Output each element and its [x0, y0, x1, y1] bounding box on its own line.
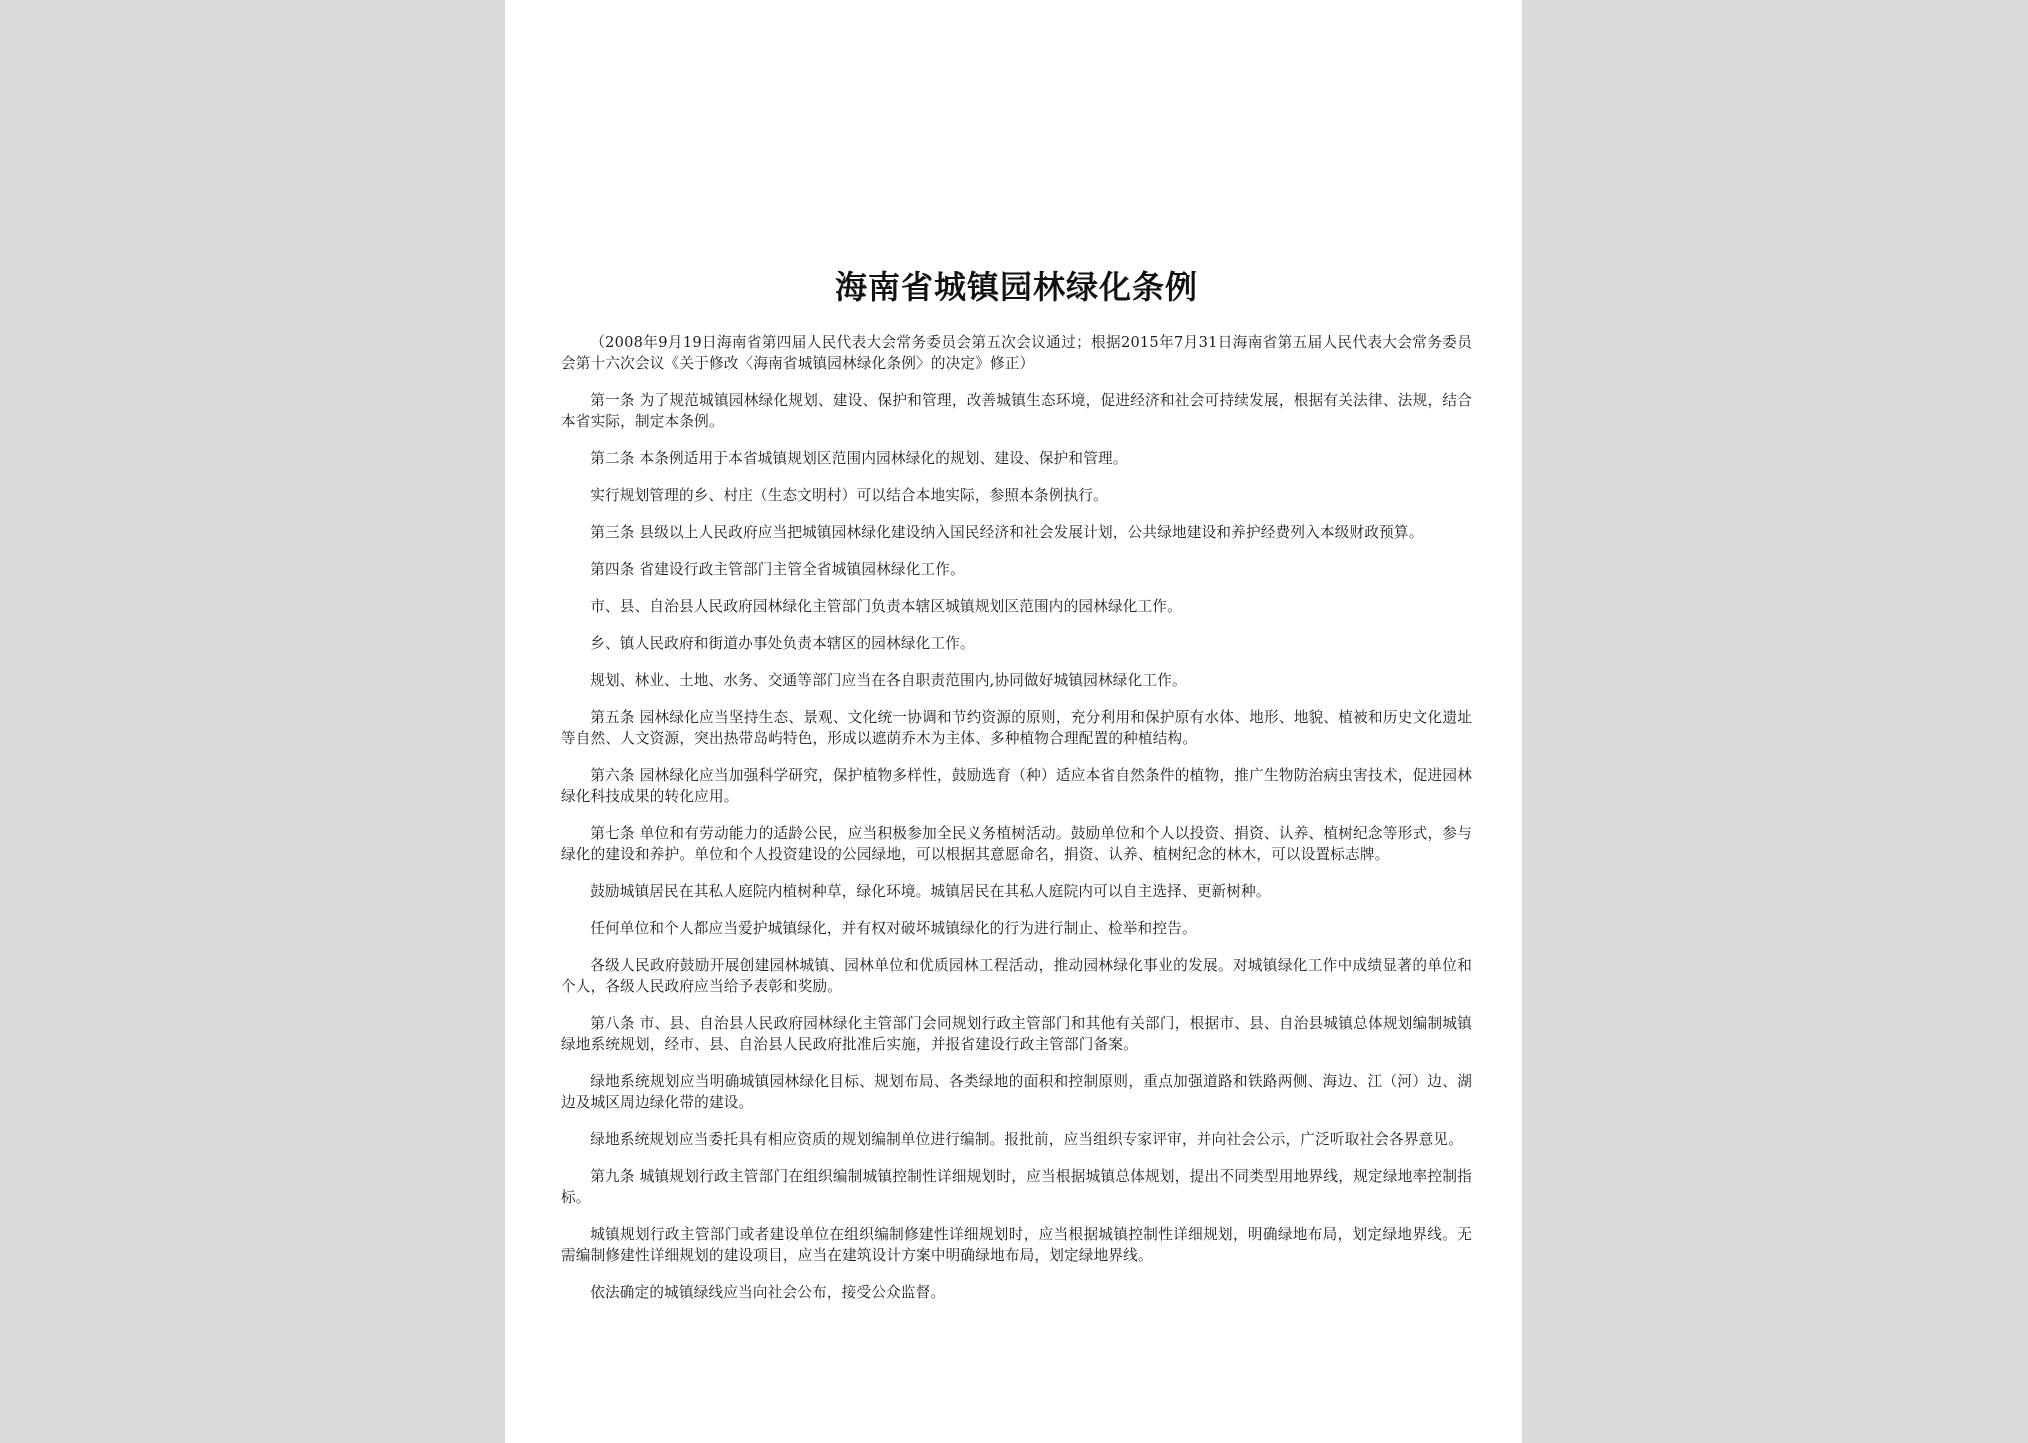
article-4-clause-2-paragraph: 市、县、自治县人民政府园林绿化主管部门负责本辖区城镇规划区范围内的园林绿化工作。 [590, 598, 1182, 615]
article-1-paragraph: 第一条 为了规范城镇园林绿化规划、建设、保护和管理，改善城镇生态环境，促进经济和社会可持续发展，根据有关法律、法规，结合本省实际，制定本条例。 [561, 392, 1472, 430]
article-6-paragraph: 第六条 园林绿化应当加强科学研究，保护植物多样性，鼓励选育（种）适应本省自然条件的植物，推广生物防治病虫害技术，促进园林绿化科技成果的转化应用。 [561, 767, 1472, 805]
article-4-clause-4-paragraph: 规划、林业、土地、水务、交通等部门应当在各自职责范围内,协同做好城镇园林绿化工作。 [590, 672, 1187, 689]
article-4-clause-3-paragraph: 乡、镇人民政府和街道办事处负责本辖区的园林绿化工作。 [590, 635, 975, 652]
article-2-paragraph: 第二条 本条例适用于本省城镇规划区范围内园林绿化的规划、建设、保护和管理。 [590, 450, 1128, 467]
document-page [505, 0, 1522, 1443]
article-9-clause-3-paragraph: 依法确定的城镇绿线应当向社会公布，接受公众监督。 [590, 1284, 946, 1301]
article-4-paragraph: 第四条 省建设行政主管部门主管全省城镇园林绿化工作。 [590, 561, 965, 578]
article-7-clause-3-paragraph: 任何单位和个人都应当爱护城镇绿化，并有权对破坏城镇绿化的行为进行制止、检举和控告。 [590, 920, 1197, 937]
article-5-paragraph: 第五条 园林绿化应当坚持生态、景观、文化统一协调和节约资源的原则，充分利用和保护原有水体、地形、地貌、植被和历史文化遗址等自然、人文资源，突出热带岛屿特色，形成以遮荫乔木为主体、多种植物合理配置的种植结构。 [561, 709, 1472, 747]
article-7-paragraph: 第七条 单位和有劳动能力的适龄公民，应当积极参加全民义务植树活动。鼓励单位和个人以投资、捐资、认养、植树纪念等形式，参与绿化的建设和养护。单位和个人投资建设的公园绿地，可以根据其意愿命名，捐资、认养、植树纪念的林木，可以设置标志牌。 [561, 825, 1472, 863]
preamble-paragraph: （2008年9月19日海南省第四届人民代表大会常务委员会第五次会议通过；根据2015年7月31日海南省第五届人民代表大会常务委员会第十六次会议《关于修改〈海南省城镇园林绿化条例〉的决定》修正） [561, 334, 1472, 372]
article-2-clause-paragraph: 实行规划管理的乡、村庄（生态文明村）可以结合本地实际，参照本条例执行。 [590, 487, 1108, 504]
article-8-clause-2-paragraph: 绿地系统规划应当明确城镇园林绿化目标、规划布局、各类绿地的面积和控制原则，重点加强道路和铁路两侧、海边、江（河）边、湖边及城区周边绿化带的建设。 [561, 1073, 1472, 1111]
article-3-paragraph: 第三条 县级以上人民政府应当把城镇园林绿化建设纳入国民经济和社会发展计划，公共绿地建设和养护经费列入本级财政预算。 [590, 524, 1424, 541]
document-title: 海南省城镇园林绿化条例 [834, 268, 1198, 306]
article-7-clause-2-paragraph: 鼓励城镇居民在其私人庭院内植树种草，绿化环境。城镇居民在其私人庭院内可以自主选择、更新树种。 [590, 883, 1271, 900]
article-9-paragraph: 第九条 城镇规划行政主管部门在组织编制城镇控制性详细规划时，应当根据城镇总体规划，提出不同类型用地界线，规定绿地率控制指标。 [561, 1168, 1472, 1206]
article-9-clause-2-paragraph: 城镇规划行政主管部门或者建设单位在组织编制修建性详细规划时，应当根据城镇控制性详细规划，明确绿地布局，划定绿地界线。无需编制修建性详细规划的建设项目，应当在建筑设计方案中明确绿地布局，划定绿地界线。 [561, 1226, 1472, 1264]
article-8-clause-3-paragraph: 绿地系统规划应当委托具有相应资质的规划编制单位进行编制。报批前，应当组织专家评审，并向社会公示，广泛听取社会各界意见。 [590, 1131, 1464, 1148]
article-8-paragraph: 第八条 市、县、自治县人民政府园林绿化主管部门会同规划行政主管部门和其他有关部门，根据市、县、自治县城镇总体规划编制城镇绿地系统规划，经市、县、自治县人民政府批准后实施，并报省建设行政主管部门备案。 [561, 1015, 1472, 1053]
article-7-clause-4-paragraph: 各级人民政府鼓励开展创建园林城镇、园林单位和优质园林工程活动，推动园林绿化事业的发展。对城镇绿化工作中成绩显著的单位和个人，各级人民政府应当给予表彰和奖励。 [561, 957, 1472, 995]
